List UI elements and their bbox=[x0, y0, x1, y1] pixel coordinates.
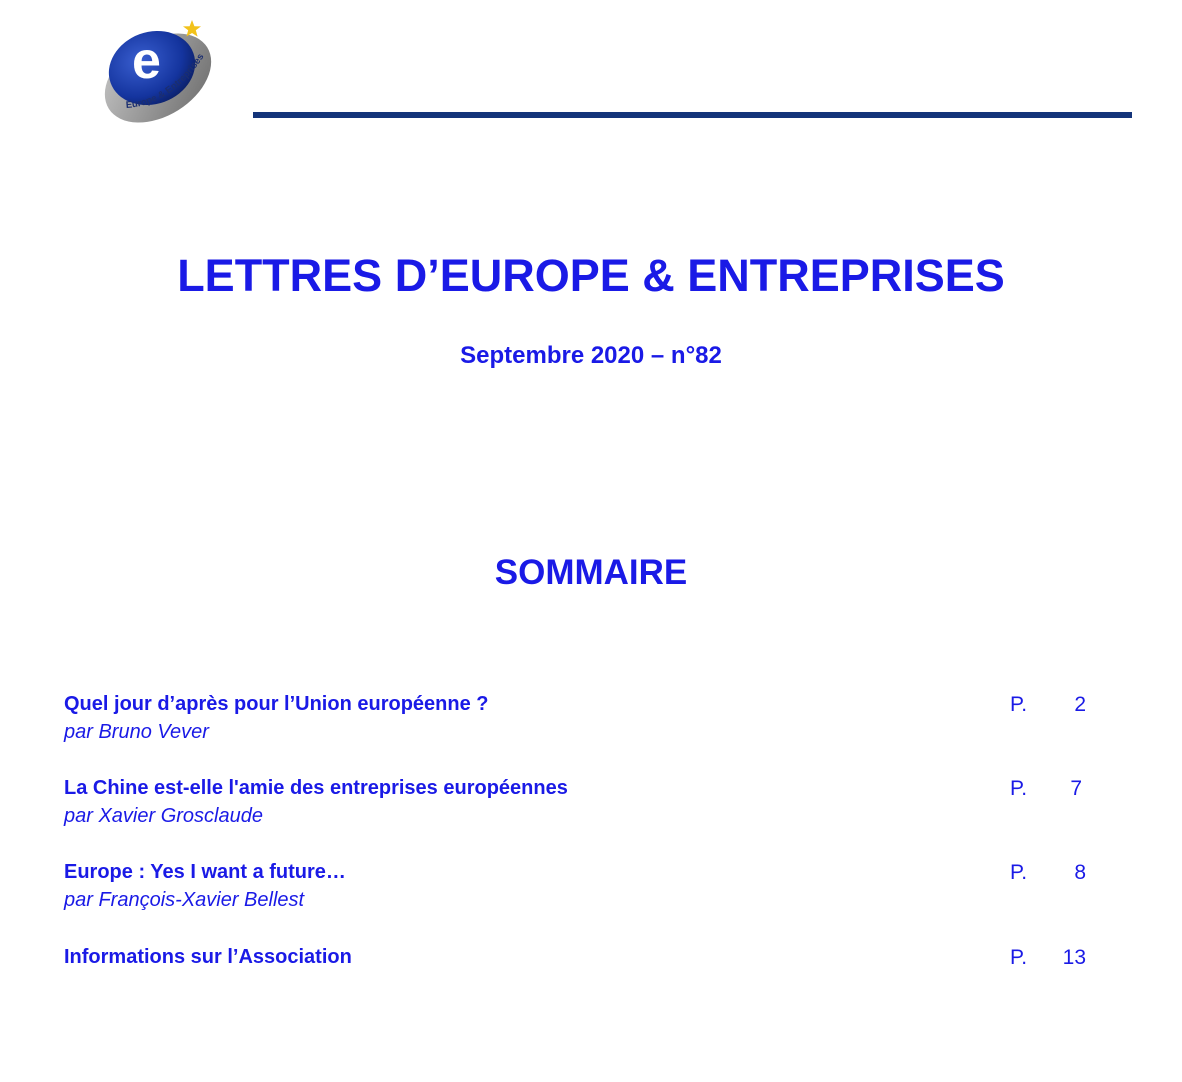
toc-entry[interactable] bbox=[64, 777, 1104, 837]
toc-entry-title[interactable]: Quel jour d’après pour l’Union européenne ? bbox=[64, 693, 489, 715]
toc-entry[interactable] bbox=[64, 861, 1104, 921]
issue-date: Septembre 2020 – n°82 bbox=[460, 342, 722, 369]
toc-entry-title[interactable]: Europe : Yes I want a future… bbox=[64, 861, 346, 883]
toc-entry-page-number: 8 bbox=[1074, 861, 1086, 884]
logo-graphic bbox=[100, 16, 222, 126]
europe-entreprises-logo bbox=[100, 16, 222, 126]
svg-text:e: e bbox=[132, 32, 161, 90]
svg-text:Europe & Entreprises: Europe & Entreprises bbox=[125, 51, 207, 111]
toc-entry[interactable] bbox=[64, 946, 1104, 1006]
toc-entry[interactable] bbox=[64, 693, 1104, 753]
toc-entry-title[interactable]: La Chine est-elle l'amie des entreprises européennes bbox=[64, 777, 568, 799]
toc-entry-page-number: 13 bbox=[1062, 946, 1086, 969]
toc-entry-page-number: 2 bbox=[1074, 693, 1086, 716]
header-divider bbox=[253, 112, 1132, 118]
toc-entry-page-prefix: P. bbox=[1010, 777, 1028, 800]
document-title: LETTRES D’EUROPE & ENTREPRISES bbox=[177, 250, 1005, 301]
toc-entry-title[interactable]: Informations sur l’Association bbox=[64, 946, 352, 968]
toc-entry-author: par Bruno Vever bbox=[64, 721, 209, 743]
toc-entry-page-prefix: P. bbox=[1010, 946, 1028, 969]
toc-entry-page-prefix: P. bbox=[1010, 693, 1028, 716]
toc-entry-author: par Xavier Grosclaude bbox=[64, 805, 263, 827]
toc-entry-page-number: 7 bbox=[1070, 777, 1082, 800]
toc-heading: SOMMAIRE bbox=[494, 553, 688, 592]
toc-entry-page-prefix: P. bbox=[1010, 861, 1028, 884]
toc-entry-author: par François-Xavier Bellest bbox=[64, 889, 305, 911]
